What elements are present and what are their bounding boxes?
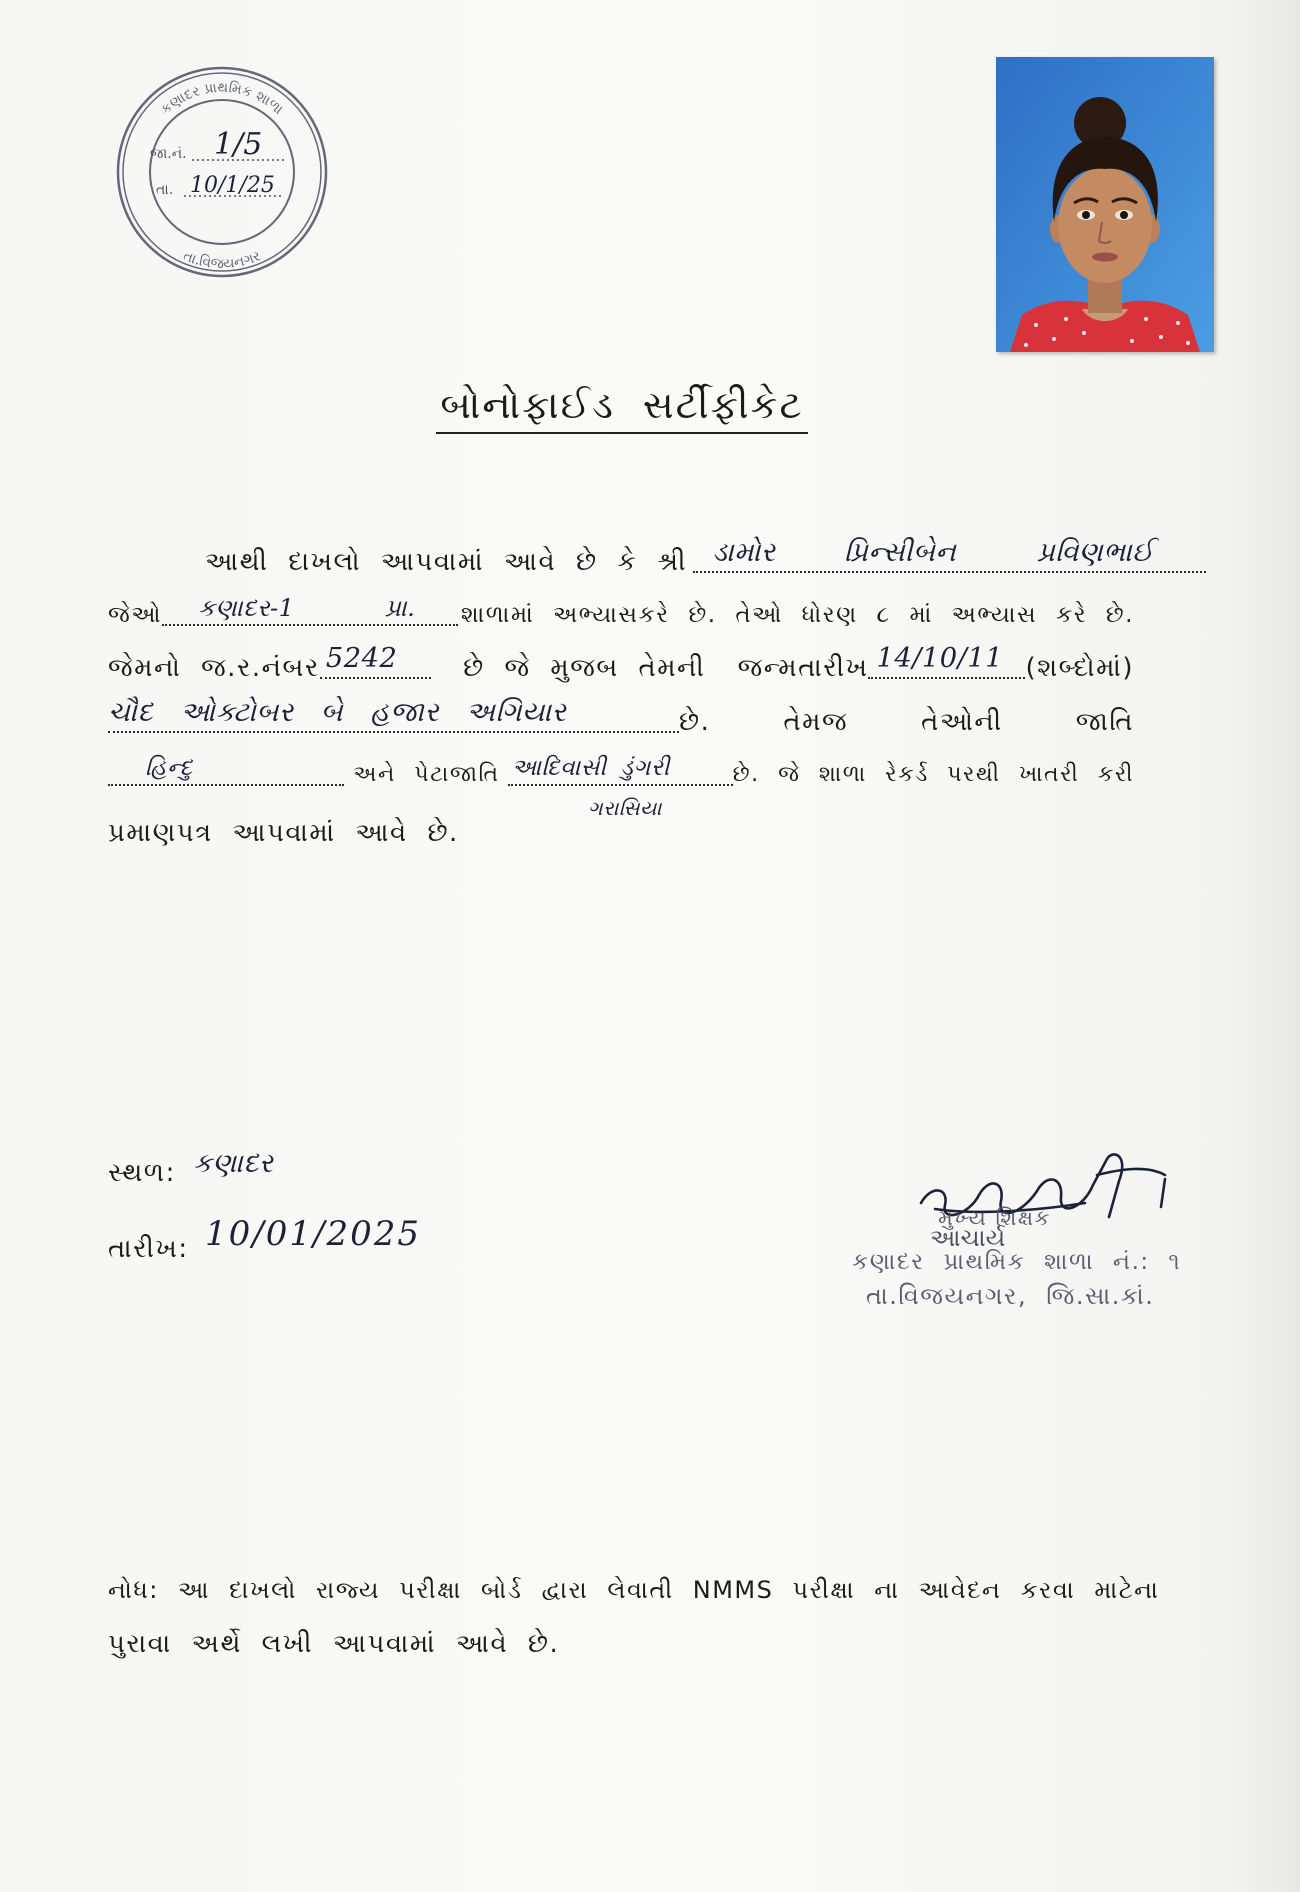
subcaste-extra: ગરાસિયા [588,796,662,820]
student-father-name: પ્રવિણભાઈ [1037,537,1154,569]
who-label: જેઓ [108,602,163,628]
school-name: કણાદર-1 [198,594,295,623]
subcaste-group [353,753,1134,797]
school-field [162,596,458,626]
certificate-issued-text: પ્રમાણપત્ર આપવામાં આવે છે. [108,818,459,848]
seal-ring-bottom: તા.વિજયનગર [180,248,264,273]
designation-stamp: મુખ્ય શિક્ષક [938,1206,1051,1230]
caste-field [108,756,344,786]
register-number-field [320,643,431,679]
body-line-6 [108,811,1134,855]
school-stamp: કણાદર પ્રાથમિક શાળા નં.: ૧ [852,1249,1182,1275]
certificate-title: બોનોફાઈડ સર્ટીફીકેટ [436,380,807,434]
student-portrait [996,57,1214,352]
school-group [108,593,458,637]
body-line-2 [108,593,1134,637]
in-words-label: (શબ્દોમાં) [1025,653,1134,683]
dob-value: 14/10/11 [876,643,1004,675]
seal-inward-number: 1/5 [214,127,263,162]
subcaste-value: આદિવાસી ડુંગરી [511,755,670,782]
caste-label: જાતિ [1075,707,1134,737]
their-text: તેઓની [921,707,1003,737]
student-first-name: પ્રિન્સીબેન [844,537,957,569]
also-text: તેમજ [783,707,849,737]
body-line-3 [108,643,1134,690]
student-photo [996,57,1214,352]
designation: આચાર્ય [930,1224,1006,1252]
place-label: સ્થળ: [108,1158,176,1188]
address-stamp-row [866,1274,1184,1318]
student-surname: ડામોર [712,537,776,569]
dob-field [868,643,1025,679]
subcaste-label: અને પેટાજાતિ [353,762,500,787]
caste-value: હિન્દુ [145,755,193,782]
register-label: જેમનો જ.ર.નંબર [108,653,320,683]
dob-words-group [108,697,711,744]
dob-in-words: ચૌદ ઓક્ટોબર બે હજાર અગિયાર [108,697,567,729]
note-text-1: નોધ: આ દાખલો રાજ્ય પરીક્ષા બોર્ડ દ્વારા લેવાતી NMMS પરીક્ષા ના આવેદન કરવા માટેના [108,1576,1160,1604]
register-number: 5242 [325,643,398,675]
certify-text: આથી દાખલો આપવામાં આવે છે કે શ્રી [205,547,688,577]
subcaste-field [508,756,733,786]
seal-rings [118,68,326,276]
issue-date: 10/01/2025 [205,1214,421,1254]
seal-inward-label: જા.નં. [150,146,187,162]
note-line-1 [108,1568,1178,1612]
place-value: કણાદર [193,1148,274,1179]
dob-group [737,643,1134,690]
title-row [322,378,922,434]
seal-ring-bottom-text [181,248,263,272]
seal-ring-top: કણાદર પ્રાથમિક શાળા [157,79,286,118]
seal-date-label: તા. [156,182,174,198]
dob-words-field [108,697,679,733]
portrait-face [1058,167,1152,283]
date-label: તારીખ: [108,1234,189,1264]
body-line-1 [205,537,1206,584]
studying-text: શાળામાં અભ્યાસકરે છે. તેઓ ધોરણ ૮ માં અભ્યાસ કરે છે. [460,602,1134,628]
register-group [108,643,431,690]
school-type: પ્રા. [385,594,416,623]
verified-text: છે. જે શાળા રેકર્ડ પરથી ખાતરી કરી [732,762,1134,787]
accordingly-text: છે જે મુજબ તેમની [463,653,706,683]
address-stamp: તા.વિજયનગર, જિ.સા.કાં. [866,1282,1155,1310]
school-seal-stamp [114,64,330,280]
seal-date: 10/1/25 [190,173,275,198]
note-text-2: પુરાવા અર્થે લખી આપવામાં આવે છે. [108,1629,560,1659]
seal-ring-top-text [158,80,286,118]
student-name-field [693,537,1206,573]
body-line-5 [108,753,1134,797]
seal-inner-ring [150,100,294,244]
body-line-4 [108,697,1134,744]
dob-label: જન્મતારીખ [737,653,869,683]
note-line-2 [108,1622,1178,1666]
seal-outer-ring-inner [123,73,321,271]
is-text: છે. [679,707,711,737]
